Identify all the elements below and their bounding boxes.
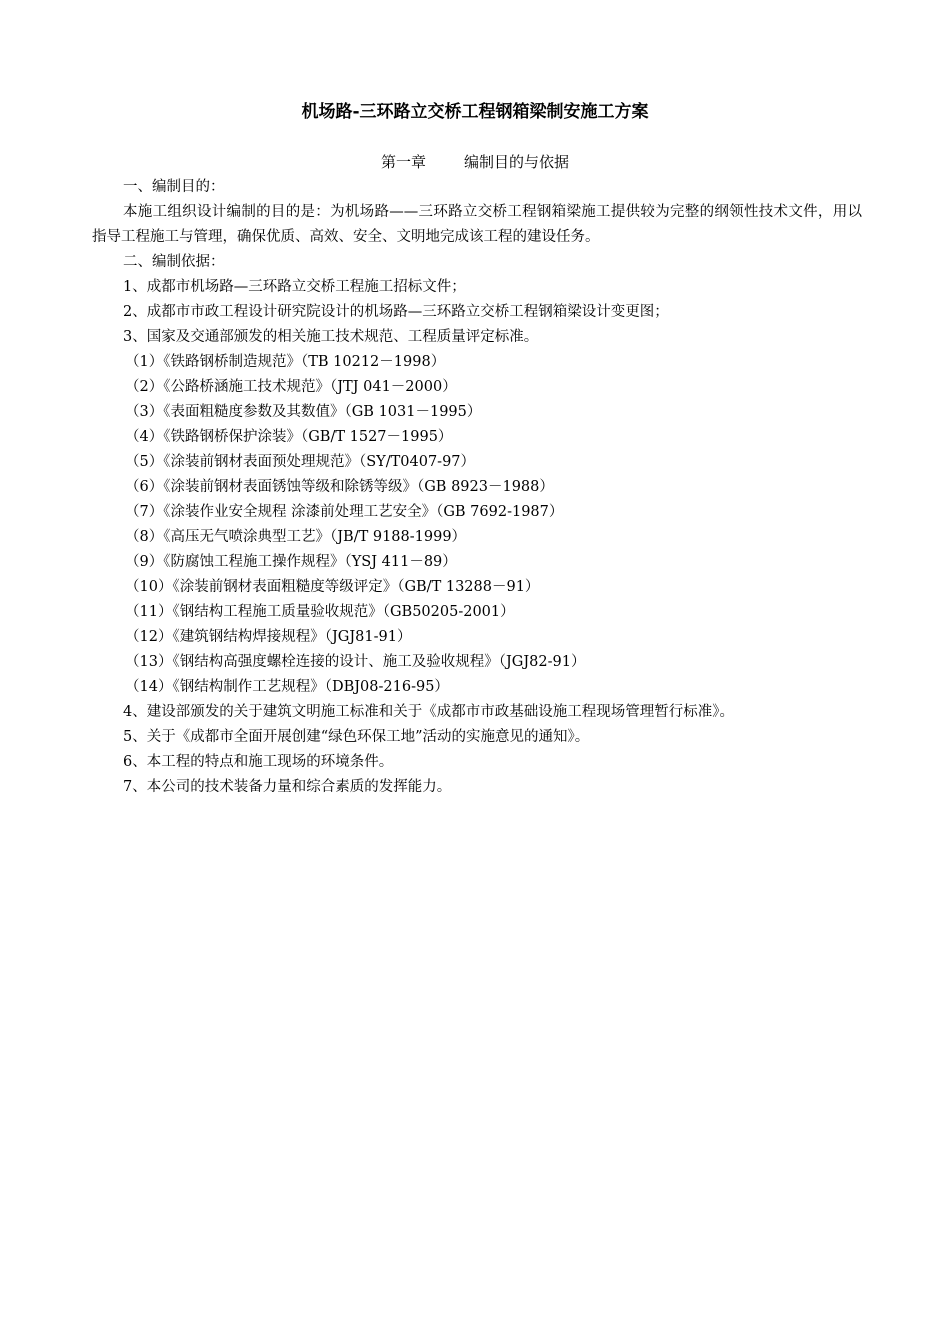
standard-item: （12）《建筑钢结构焊接规程》（JGJ81-91） bbox=[125, 629, 412, 645]
purpose-paragraph: 本施工组织设计编制的目的是：为机场路——三环路立交桥工程钢箱梁施工提供较为完整的纲领性技术文件，用以指导工程施工与管理，确保优质、高效、安全、文明地完成该工程的建设任务。 bbox=[92, 204, 862, 245]
standard-item: （6）《涂装前钢材表面锈蚀等级和除锈等级》（GB 8923－1988） bbox=[125, 479, 554, 495]
standard-item: （2）《公路桥涵施工技术规范》（JTJ 041－2000） bbox=[125, 379, 457, 395]
basis-item: 1、成都市机场路—三环路立交桥工程施工招标文件； bbox=[123, 279, 466, 295]
standard-item: （3）《表面粗糙度参数及其数值》（GB 1031－1995） bbox=[125, 404, 482, 420]
basis-item: 3、国家及交通部颁发的相关施工技术规范、工程质量评定标准。 bbox=[123, 329, 539, 345]
standard-item: （1）《铁路钢桥制造规范》（TB 10212－1998） bbox=[125, 354, 446, 370]
standard-item: （9）《防腐蚀工程施工操作规程》（YSJ 411－89） bbox=[125, 554, 457, 570]
basis-item: 5、关于《成都市全面开展创建“绿色环保工地”活动的实施意见的通知》。 bbox=[123, 729, 590, 745]
document-title: 机场路-三环路立交桥工程钢箱梁制安施工方案 bbox=[301, 102, 649, 122]
basis-item: 6、本工程的特点和施工现场的环境条件。 bbox=[123, 754, 394, 770]
section-heading-purpose: 一、编制目的： bbox=[123, 179, 225, 195]
section-heading-basis: 二、编制依据： bbox=[123, 254, 225, 270]
standard-item: （5）《涂装前钢材表面预处理规范》（SY/T0407-97） bbox=[125, 454, 476, 470]
basis-item: 7、本公司的技术装备力量和综合素质的发挥能力。 bbox=[123, 779, 452, 795]
standard-item: （8）《高压无气喷涂典型工艺》（JB/T 9188-1999） bbox=[125, 529, 467, 545]
basis-item: 2、成都市市政工程设计研究院设计的机场路—三环路立交桥工程钢箱梁设计变更图； bbox=[123, 304, 669, 320]
chapter-title: 编制目的与依据 bbox=[464, 153, 570, 171]
chapter-number: 第一章 bbox=[380, 153, 426, 171]
chapter-heading bbox=[0, 150, 950, 174]
standard-item: （13）《钢结构高强度螺栓连接的设计、施工及验收规程》（JGJ82-91） bbox=[125, 654, 586, 670]
basis-item: 4、建设部颁发的关于建筑文明施工标准和关于《成都市市政基础设施工程现场管理暂行标准》。 bbox=[123, 704, 734, 720]
document-body bbox=[92, 175, 862, 800]
standard-item: （14）《钢结构制作工艺规程》（DBJ08-216-95） bbox=[125, 679, 449, 695]
standard-item: （10）《涂装前钢材表面粗糙度等级评定》（GB/T 13288－91） bbox=[125, 579, 540, 595]
standard-item: （4）《铁路钢桥保护涂装》（GB/T 1527－1995） bbox=[125, 429, 453, 445]
standard-item: （11）《钢结构工程施工质量验收规范》（GB50205-2001） bbox=[125, 604, 515, 620]
standard-item: （7）《涂装作业安全规程 涂漆前处理工艺安全》（GB 7692-1987） bbox=[125, 504, 564, 520]
